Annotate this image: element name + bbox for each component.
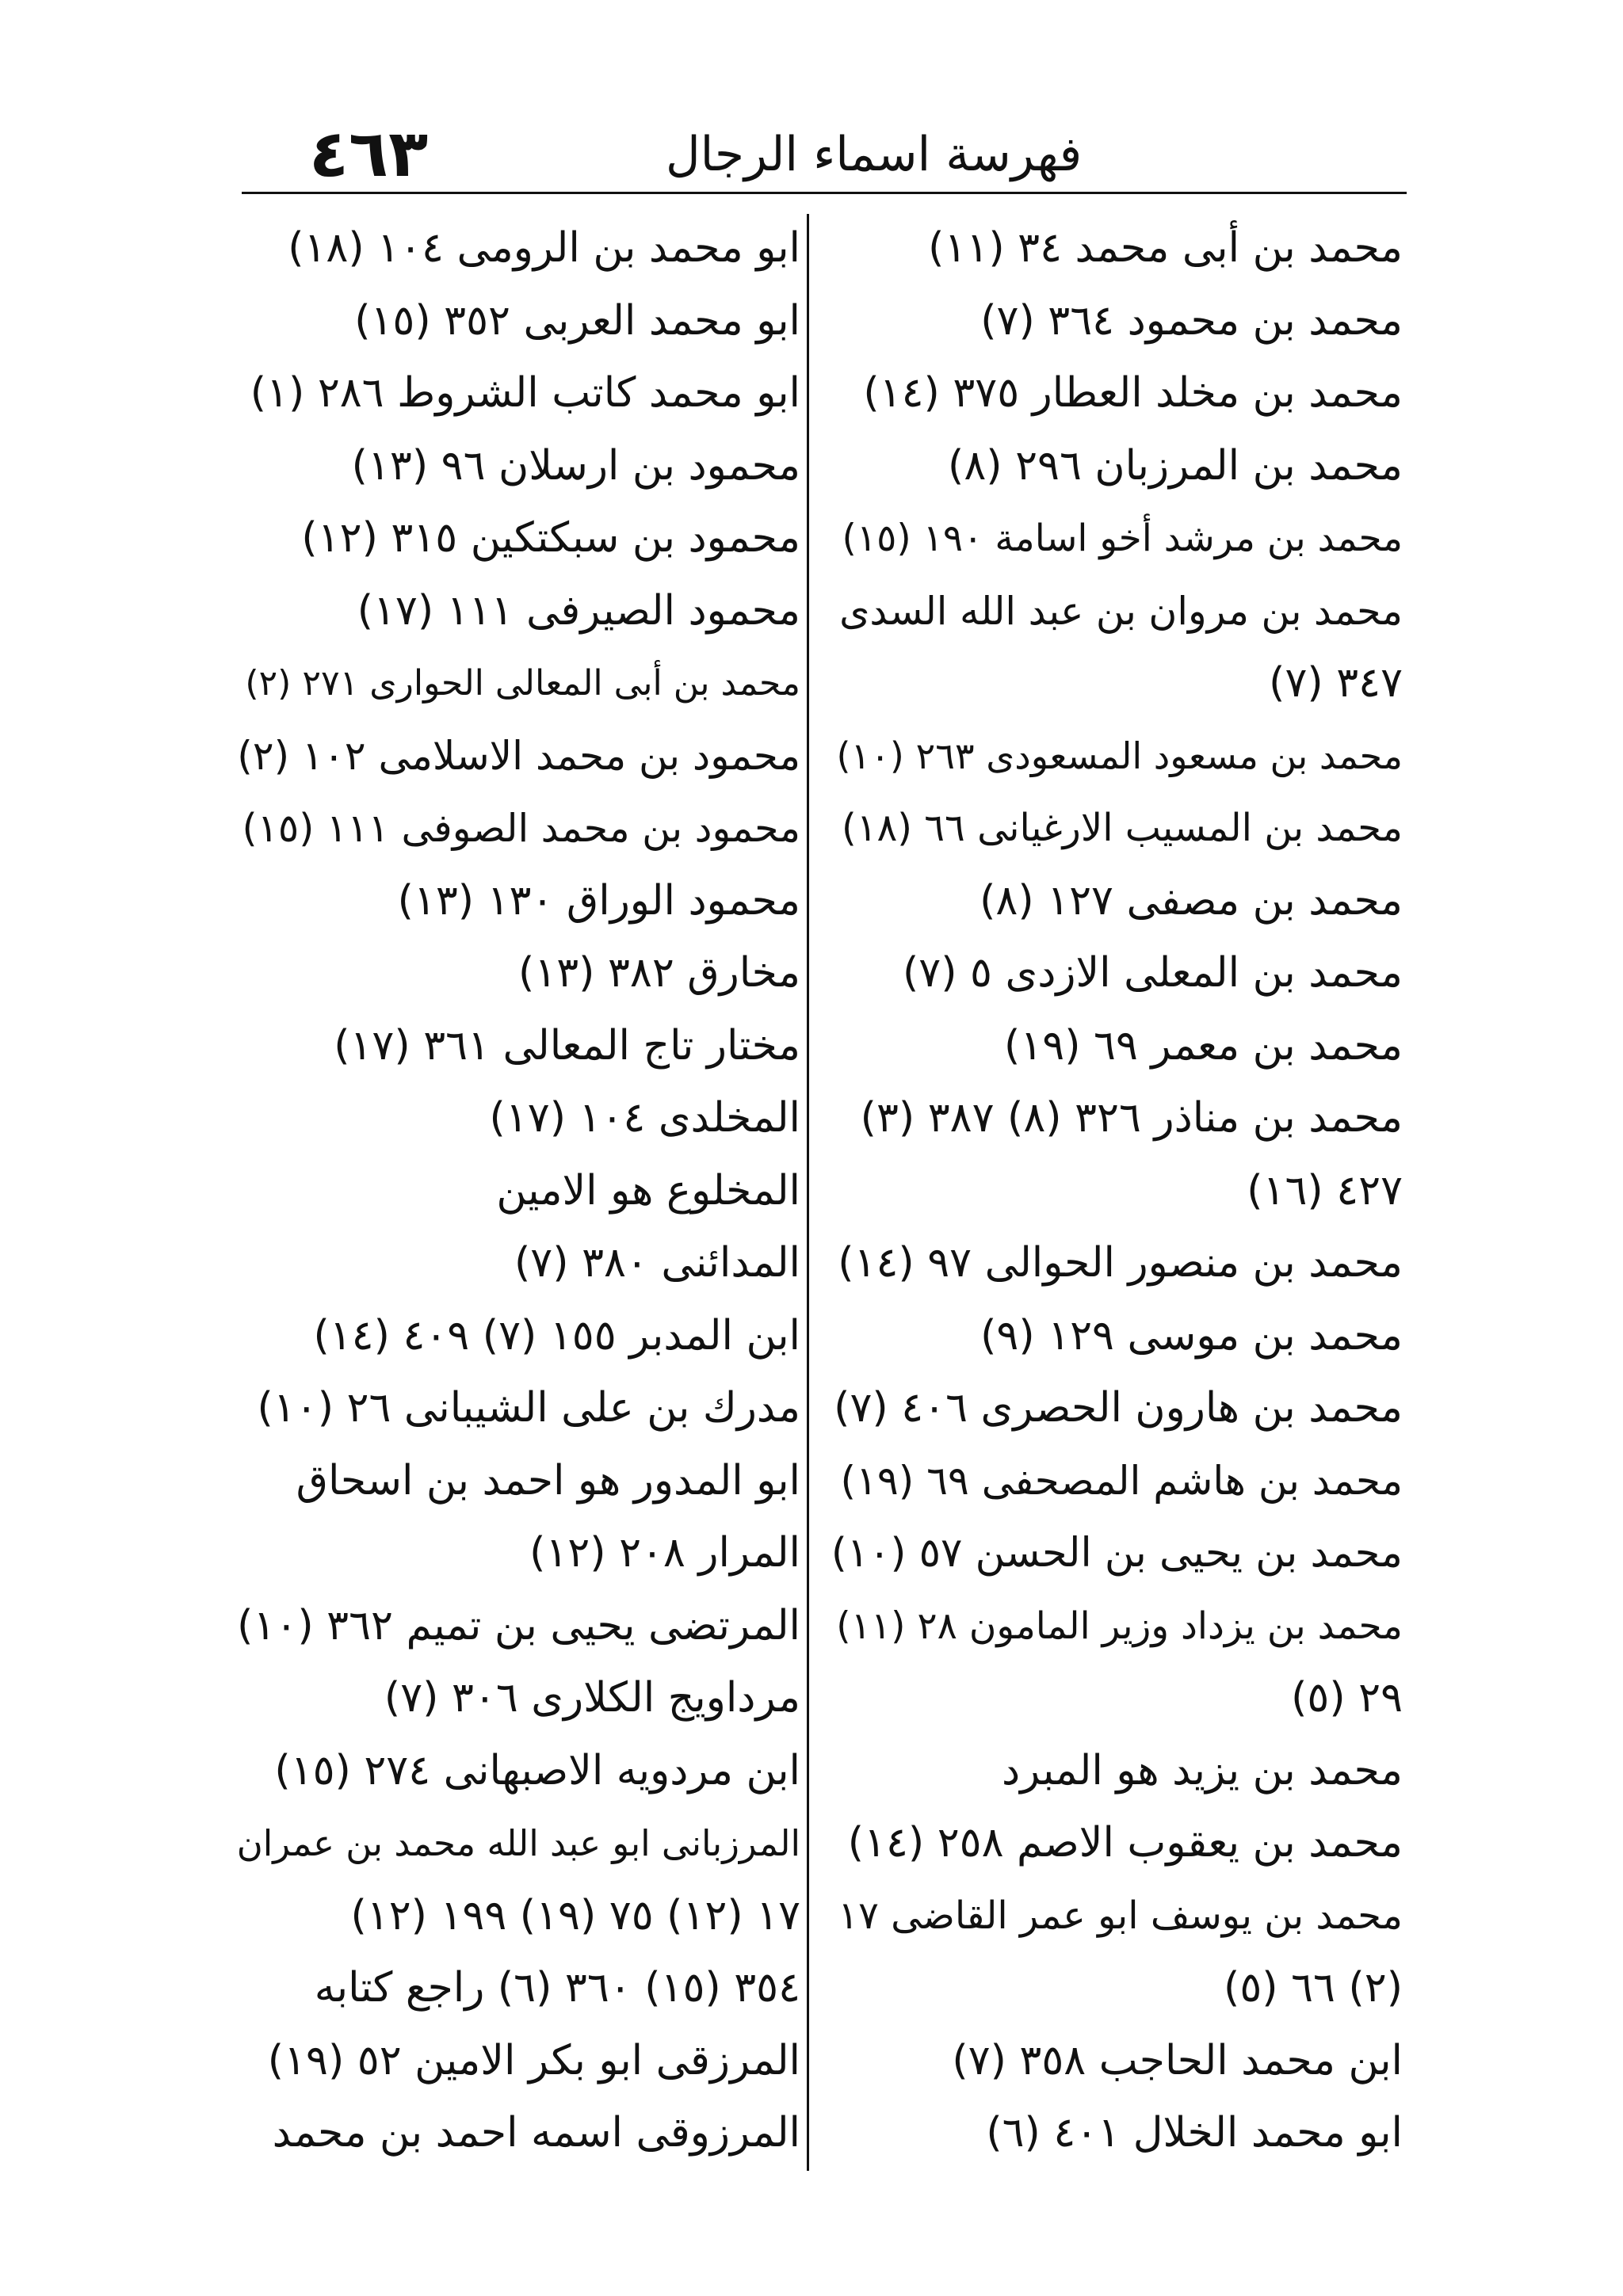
index-entry: ٢٩ (٥) [1291, 1674, 1403, 1722]
index-entry: المرتضى يحيى بن تميم ٣٦٢ (١٠) [237, 1601, 800, 1650]
index-entry: ابن المدبر ١٥٥ (٧) ٤٠٩ (١٤) [313, 1311, 800, 1360]
index-entry: محمد بن المعلى الازدى ٥ (٧) [902, 949, 1403, 997]
index-entry: مدرك بن على الشيبانى ٢٦ (١٠) [257, 1384, 800, 1432]
index-entry: محمد بن مناذر ٣٢٦ (٨) ٣٨٧ (٣) [860, 1094, 1403, 1142]
index-entry: محمد بن المسيب الارغيانى ٦٦ (١٨) [841, 806, 1403, 850]
index-entry: محمد بن يعقوب الاصم ٢٥٨ (١٤) [847, 1819, 1403, 1867]
index-entry: محمود بن سبكتكين ٣١٥ (١٢) [301, 514, 800, 562]
index-entry: محمد بن محمود ٣٦٤ (٧) [980, 296, 1403, 345]
index-entry: محمد بن أبى المعالى الحوارى ٢٧١ (٢) [245, 663, 800, 704]
index-entry: محمد بن مرشد أخو اسامة ١٩٠ (١٥) [842, 517, 1403, 560]
index-entry: ٣٤٧ (٧) [1269, 659, 1403, 707]
page-number: ٤٦٣ [309, 116, 429, 192]
index-entry: ٣٥٤ (١٥) ٣٦٠ (٦) راجع كتابه [314, 1964, 800, 2012]
index-entry: ابو محمد الخلال ٤٠١ (٦) [986, 2109, 1403, 2157]
index-entry: مخارق ٣٨٢ (١٣) [517, 949, 800, 997]
index-entry: المرزبانى ابو عبد الله محمد بن عمران [236, 1822, 800, 1864]
index-column-right [832, 212, 1403, 2170]
index-entry: محمد بن مروان بن عبد الله السدى [839, 588, 1403, 634]
index-entry: ابن مردويه الاصبهانى ٢٧٤ (١٥) [274, 1746, 800, 1794]
page-header [238, 111, 1411, 198]
index-entry: محمد بن مسعود المسعودى ٢٦٣ (١٠) [836, 734, 1403, 777]
index-entry: محمد بن يحيى بن الحسن ٥٧ (١٠) [831, 1530, 1403, 1577]
index-entry: محمود بن محمد الصوفى ١١١ (١٥) [242, 806, 800, 851]
index-entry: محمد بن مصفى ١٢٧ (٨) [980, 876, 1403, 925]
index-entry: محمد بن يزداد وزير المامون ٢٨ (١١) [836, 1604, 1403, 1648]
index-entry: ابو المدور هو احمد بن اسحاق [296, 1456, 800, 1505]
index-entry: محمود بن ارسلان ٩٦ (١٣) [351, 441, 800, 490]
index-entry: محمد بن هاشم المصحفى ٦٩ (١٩) [840, 1457, 1403, 1504]
index-entry: محمد بن يزيد هو المبرد [1001, 1746, 1403, 1794]
index-entry: ابو محمد العربى ٣٥٢ (١٥) [354, 296, 800, 345]
index-entry: ابن محمد الحاجب ٣٥٨ (٧) [952, 2036, 1403, 2084]
index-entry: مختار تاج المعالى ٣٦١ (١٧) [334, 1021, 800, 1070]
running-title: فهرسة اسماء الرجال [666, 127, 1083, 182]
column-divider [807, 214, 809, 2171]
index-entry: محمد بن هارون الحصرى ٤٠٦ (٧) [834, 1384, 1403, 1432]
index-entry: محمد بن مخلد العطار ٣٧٥ (١٤) [863, 369, 1403, 417]
index-entry: محمود بن محمد الاسلامى ١٠٢ (٢) [237, 732, 800, 779]
index-entry: محمد بن المرزبان ٢٩٦ (٨) [948, 441, 1403, 490]
index-entry: المرزقى ابو بكر الامين ٥٢ (١٩) [267, 2036, 800, 2084]
index-entry: محمود الصيرفى ١١١ (١٧) [357, 586, 800, 635]
header-rule [242, 192, 1407, 194]
index-entry: (٢) ٦٦ (٥) [1224, 1964, 1403, 2012]
index-entry: ابو محمد بن الرومى ١٠٤ (١٨) [288, 224, 800, 272]
index-entry: محمد بن منصور الحوالى ٩٧ (١٤) [838, 1239, 1403, 1287]
index-entry: المخلدى ١٠٤ (١٧) [489, 1094, 800, 1142]
index-entry: ٤٢٧ (١٦) [1247, 1166, 1403, 1215]
index-entry: محمد بن معمر ٦٩ (١٩) [1004, 1021, 1403, 1070]
index-entry: المدائنى ٣٨٠ (٧) [514, 1239, 800, 1287]
index-entry: محمد بن موسى ١٢٩ (٩) [980, 1311, 1403, 1360]
index-entry: محمد بن أبى محمد ٣٤ (١١) [928, 224, 1403, 272]
index-entry: ابو محمد كاتب الشروط ٢٨٦ (١) [250, 369, 800, 417]
index-column-left [238, 212, 800, 2170]
index-entry: المرزوقى اسمه احمد بن محمد [272, 2109, 800, 2157]
index-entry: محمد بن يوسف ابو عمر القاضى ١٧ [838, 1893, 1403, 1938]
index-entry: المخلوع هو الامين [496, 1166, 800, 1215]
index-entry: المرار ٢٠٨ (١٢) [529, 1529, 800, 1577]
index-entry: ١٧ (١٢) ٧٥ (١٩) ١٩٩ (١٢) [350, 1891, 800, 1939]
index-entry: مرداويج الكلارى ٣٠٦ (٧) [384, 1674, 800, 1722]
index-entry: محمود الوراق ١٣٠ (١٣) [397, 876, 800, 925]
